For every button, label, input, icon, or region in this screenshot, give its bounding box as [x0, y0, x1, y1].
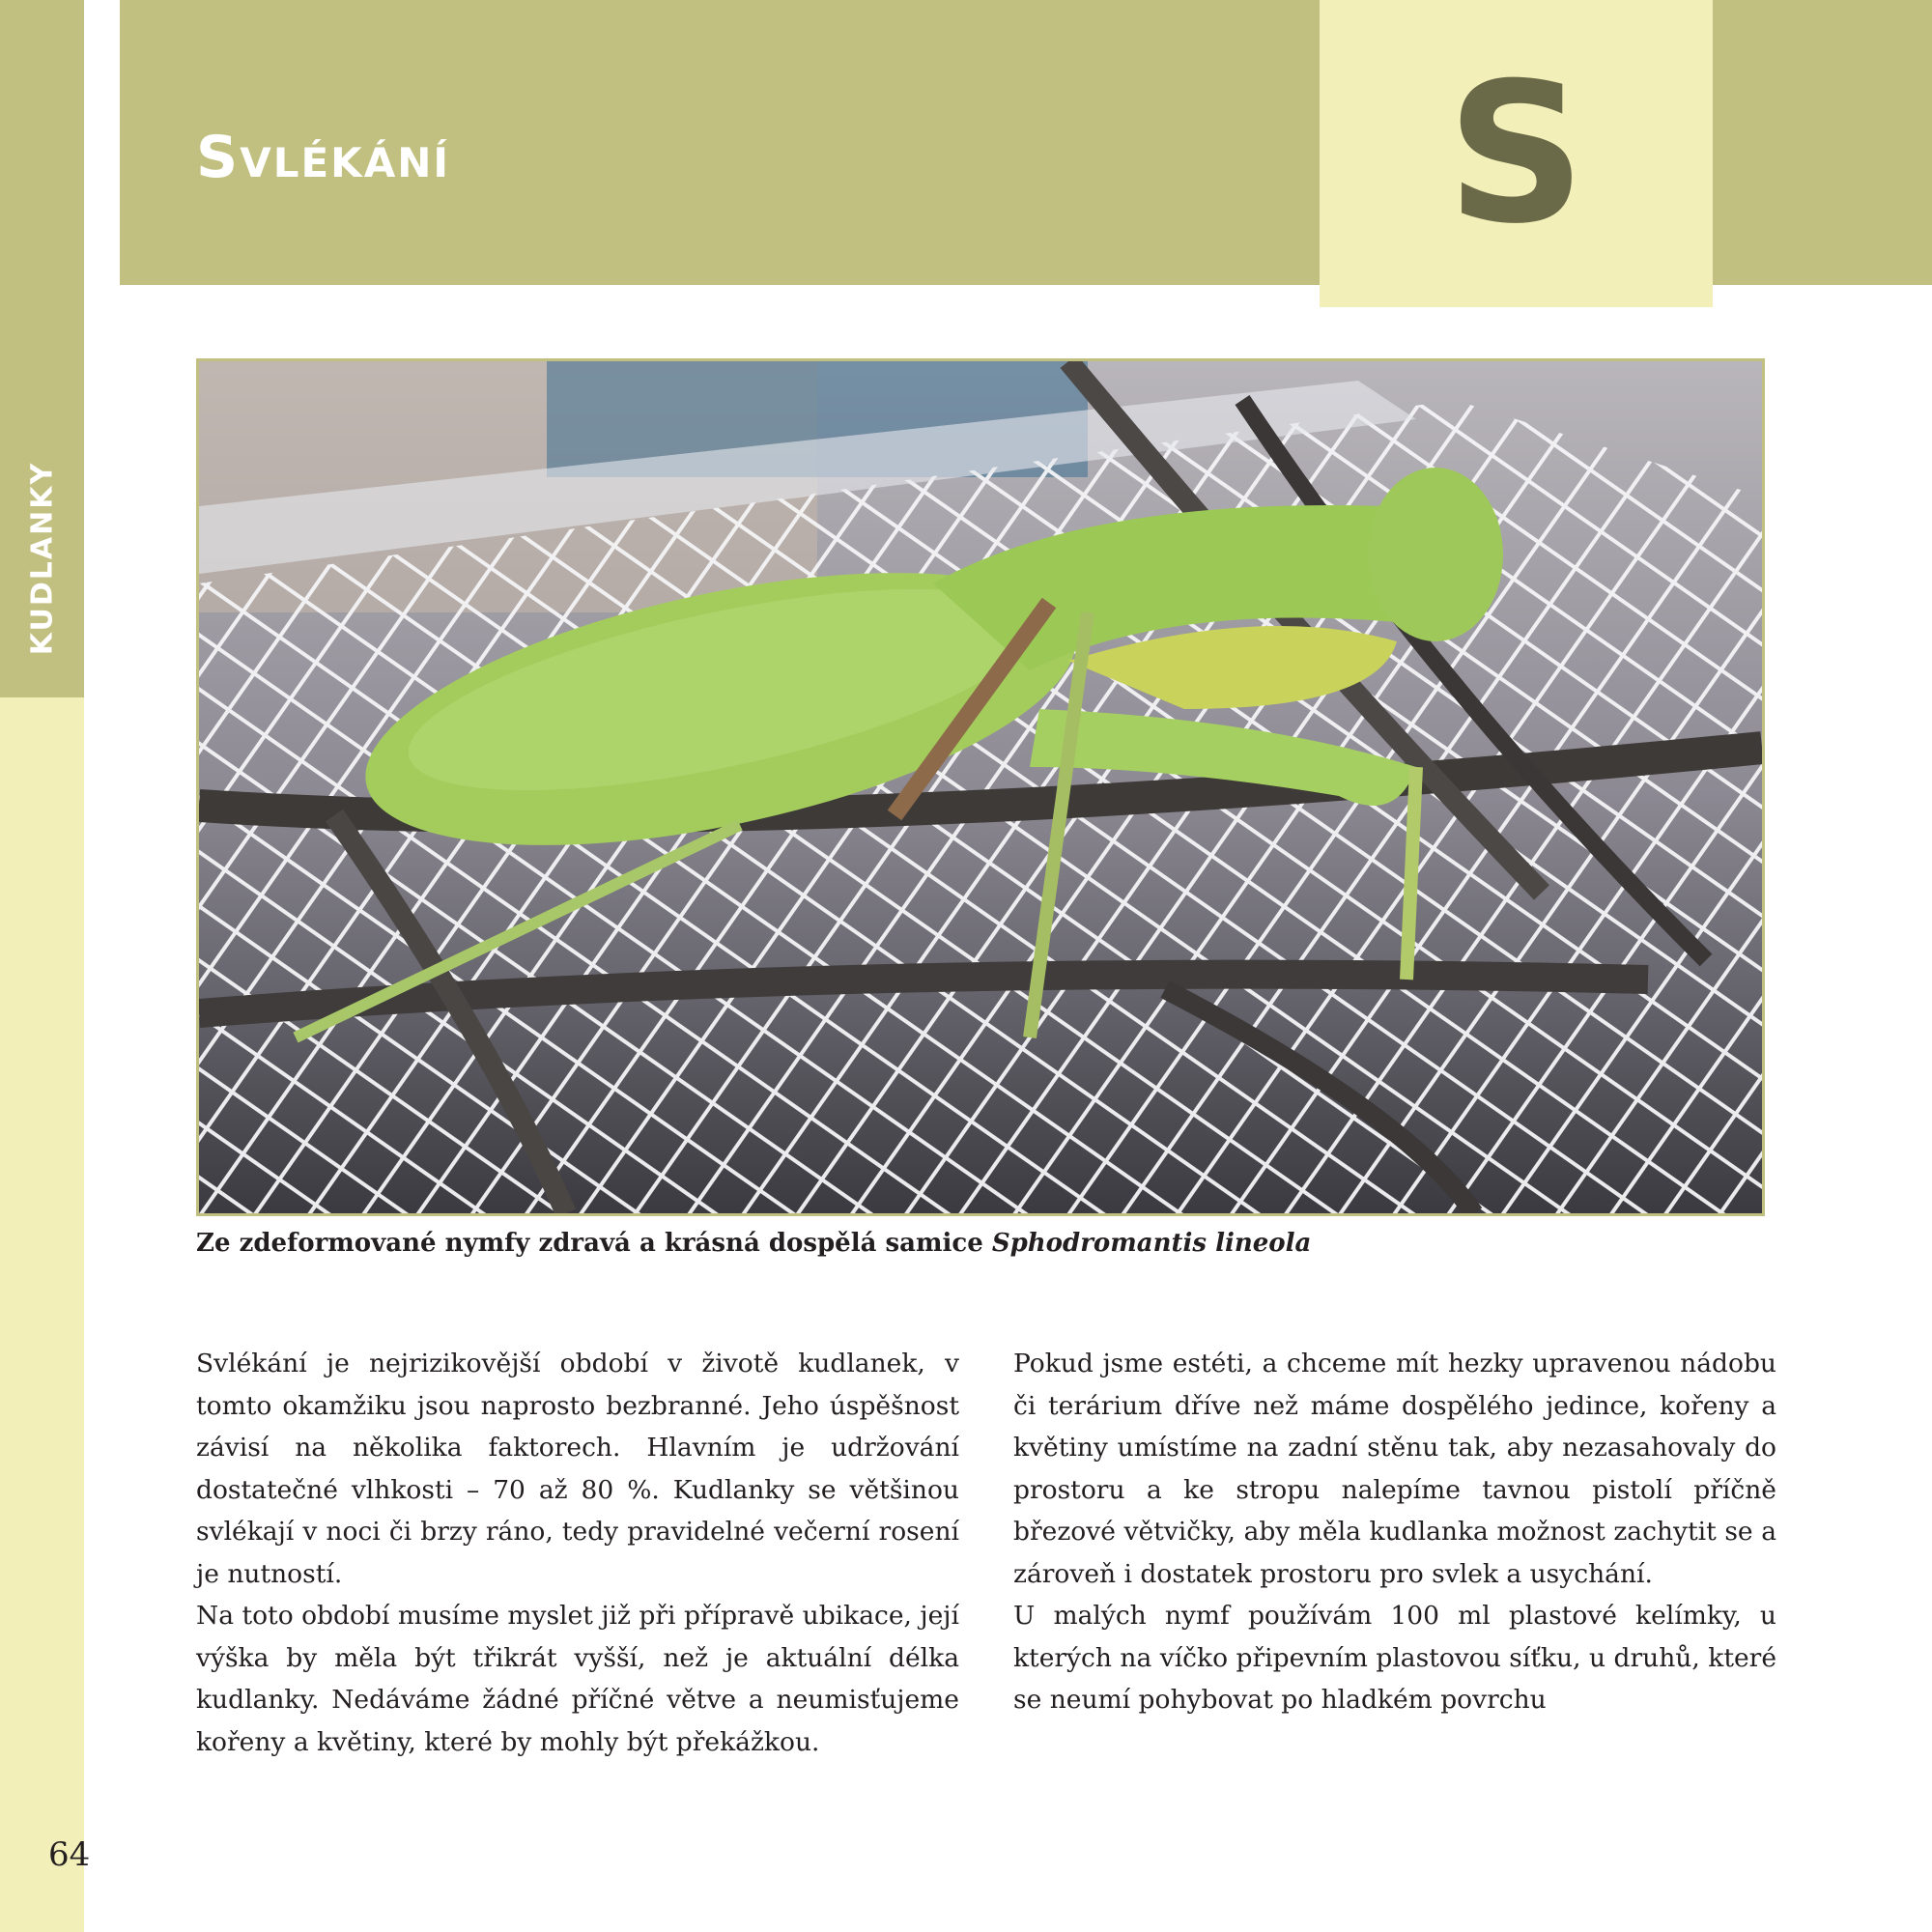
section-tab	[0, 0, 84, 697]
page-title: Svlékání	[196, 124, 450, 191]
body-column-left	[196, 1343, 959, 1763]
mantis-illustration	[199, 361, 1762, 1213]
mantis-photo	[196, 358, 1765, 1216]
section-label: KUDLANKY	[25, 461, 60, 656]
letter-box	[1320, 0, 1713, 307]
paragraph: Pokud jsme estéti, a chceme mít hezky upravenou nádobu či terárium dříve než máme dospělého jedince, kořeny a květiny umístíme na zadní stěnu tak, aby nezasahovaly do prostoru a ke stropu nalepíme tavnou pistolí příčně březové větvičky, aby měla kudlanka možnost zachytit se a zároveň i dostatek prostoru pro svlek a usychání.	[1013, 1349, 1776, 1589]
paragraph: U malých nymf používám 100 ml plastové kelímky, u kterých na víčko připevním plastovou síťku, u druhů, které se neumí pohybovat po hladkém povrchu	[1013, 1601, 1776, 1715]
paragraph: Na toto období musíme myslet již při přípravě ubikace, její výška by měla být třikrát vyšší, než je aktuální délka kudlanky. Nedáváme žádné příčné větve a neumisťujeme kořeny a květiny, které by mohly být překážkou.	[196, 1601, 959, 1757]
page-number: 64	[48, 1835, 91, 1874]
body-column-right	[1013, 1343, 1776, 1721]
caption-species: Sphodromantis lineola	[991, 1229, 1312, 1258]
section-letter: S	[1446, 42, 1586, 267]
caption-text: Ze zdeformované nymfy zdravá a krásná dospělá samice	[196, 1229, 992, 1258]
paragraph: Svlékání je nejrizikovější období v životě kudlanek, v tomto okamžiku jsou naprosto bezbranné. Jeho úspěšnost závisí na několika faktorech. Hlavním je udržování dostatečné vlhkosti – 70 až 80 %. Kudlanky se většinou svlékají v noci či brzy ráno, tedy pravidelné večerní rosení je nutností.	[196, 1349, 959, 1589]
photo-caption	[196, 1229, 1761, 1258]
